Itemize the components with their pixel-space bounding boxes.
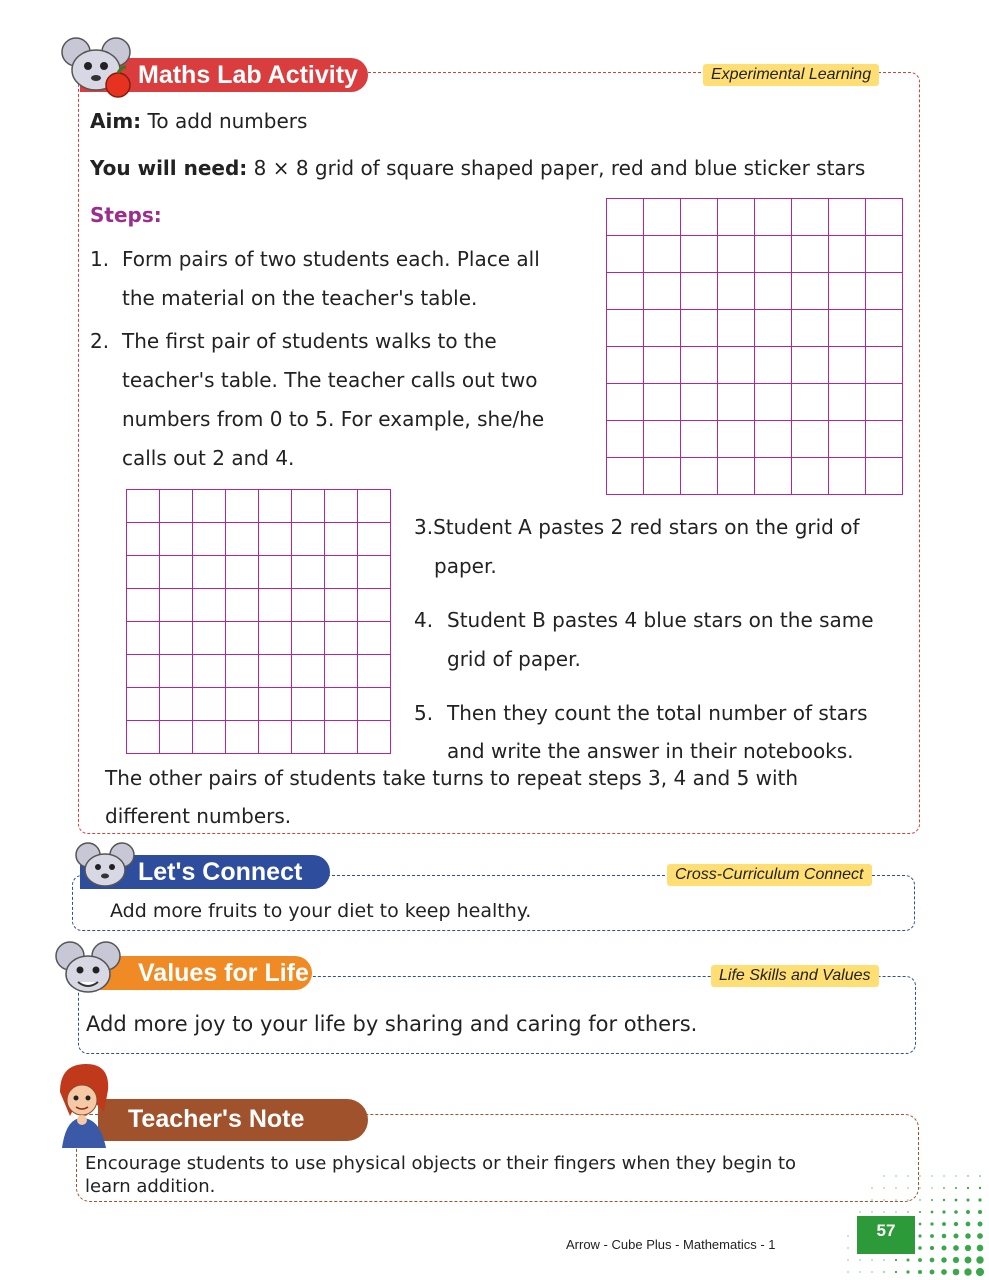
dot: [954, 1222, 958, 1226]
grid-cell: [325, 490, 358, 523]
dot: [977, 1233, 983, 1239]
step3-line-a: 3.Student A pastes 2 red stars on the grid of: [414, 515, 860, 539]
dot: [883, 1271, 884, 1272]
step1-line-a: Form pairs of two students each. Place all: [122, 247, 540, 271]
dot: [976, 1256, 983, 1263]
dot: [931, 1187, 932, 1188]
grid-cell: [127, 655, 160, 688]
grid-cell: [358, 721, 391, 754]
dot: [907, 1187, 908, 1188]
grid-cell: [127, 556, 160, 589]
grid-cell: [866, 384, 903, 421]
steps-label: Steps:: [90, 203, 162, 227]
grid-cell: [358, 523, 391, 556]
teacher-text-b: learn addition.: [85, 1176, 216, 1197]
grid-cell: [358, 589, 391, 622]
grid-cell: [829, 199, 866, 236]
grid-paper-left: [126, 489, 391, 754]
dot: [966, 1198, 969, 1201]
grid-cell: [160, 556, 193, 589]
grid-cell: [358, 556, 391, 589]
grid-cell: [607, 273, 644, 310]
grid-cell: [755, 458, 792, 495]
grid-cell: [607, 236, 644, 273]
grid-cell: [292, 490, 325, 523]
step2-line-a: The first pair of students walks to the: [122, 329, 497, 353]
grid-cell: [681, 236, 718, 273]
dot: [953, 1233, 958, 1238]
dot: [930, 1234, 934, 1238]
grid-cell: [607, 421, 644, 458]
step5-line-b: and write the answer in their notebooks.: [447, 739, 854, 763]
dot: [883, 1187, 884, 1188]
grid-cell: [755, 347, 792, 384]
dot: [895, 1271, 897, 1273]
grid-cell: [866, 421, 903, 458]
step4-num: 4.: [414, 608, 434, 632]
grid-cell: [127, 523, 160, 556]
grid-cell: [607, 384, 644, 421]
grid-cell: [607, 310, 644, 347]
step1-num: 1.: [90, 247, 110, 271]
step5-line-a: Then they count the total number of stars: [447, 701, 868, 725]
grid-cell: [226, 622, 259, 655]
need-label: You will need:: [90, 156, 248, 180]
step3-line-b: paper.: [434, 554, 497, 578]
grid-cell: [718, 384, 755, 421]
teacher-text-a: Encourage students to use physical objects or their fingers when they begin to: [85, 1153, 797, 1174]
grid-cell: [292, 589, 325, 622]
dot: [906, 1270, 909, 1273]
grid-cell: [607, 199, 644, 236]
grid-cell: [829, 310, 866, 347]
grid-cell: [259, 622, 292, 655]
grid-cell: [259, 589, 292, 622]
grid-cell: [160, 721, 193, 754]
grid-cell: [226, 655, 259, 688]
grid-cell: [259, 721, 292, 754]
grid-cell: [755, 273, 792, 310]
grid-cell: [866, 236, 903, 273]
connect-tag: Cross-Curriculum Connect: [667, 864, 872, 886]
grid-cell: [792, 199, 829, 236]
grid-cell: [755, 421, 792, 458]
grid-cell: [681, 421, 718, 458]
dot: [847, 1259, 848, 1260]
grid-cell: [681, 384, 718, 421]
dot: [942, 1210, 945, 1213]
dot: [859, 1211, 860, 1212]
grid-cell: [226, 523, 259, 556]
grid-cell: [718, 347, 755, 384]
dot: [931, 1211, 934, 1214]
footer-book-title: Arrow - Cube Plus - Mathematics - 1: [566, 1237, 776, 1252]
grid-cell: [193, 622, 226, 655]
grid-cell: [792, 384, 829, 421]
dot: [965, 1245, 971, 1251]
values-text: Add more joy to your life by sharing and caring for others.: [86, 1012, 698, 1036]
dot: [883, 1175, 884, 1176]
grid-cell: [193, 523, 226, 556]
dot: [883, 1259, 884, 1260]
grid-cell: [325, 655, 358, 688]
mouse-mascot-icon: [48, 938, 128, 998]
grid-cell: [681, 310, 718, 347]
grid-cell: [792, 458, 829, 495]
grid-cell: [681, 199, 718, 236]
grid-cell: [829, 458, 866, 495]
dot: [955, 1175, 956, 1176]
grid-cell: [792, 273, 829, 310]
dot: [965, 1233, 971, 1239]
aim-text: To add numbers: [147, 109, 308, 133]
dot: [871, 1271, 872, 1272]
grid-cell: [160, 589, 193, 622]
grid-cell: [325, 556, 358, 589]
values-tag: Life Skills and Values: [711, 965, 879, 987]
grid-cell: [792, 236, 829, 273]
dot: [943, 1175, 944, 1176]
grid-cell: [292, 523, 325, 556]
values-title: Values for Life: [80, 956, 312, 990]
grid-cell: [792, 421, 829, 458]
dot: [965, 1257, 972, 1264]
grid-cell: [829, 236, 866, 273]
grid-cell: [718, 273, 755, 310]
dot: [907, 1199, 908, 1200]
dot: [979, 1187, 981, 1189]
grid-cell: [226, 688, 259, 721]
grid-cell: [127, 622, 160, 655]
teacher-title: Teacher's Note: [98, 1099, 368, 1141]
grid-cell: [644, 236, 681, 273]
dot: [942, 1234, 947, 1239]
dot: [919, 1211, 921, 1213]
dot: [978, 1210, 982, 1214]
grid-cell: [325, 589, 358, 622]
grid-cell: [792, 310, 829, 347]
grid-cell: [358, 622, 391, 655]
dot: [941, 1257, 946, 1262]
grid-cell: [358, 688, 391, 721]
grid-cell: [607, 458, 644, 495]
grid-cell: [644, 384, 681, 421]
dot: [919, 1223, 922, 1226]
aim-line: [90, 108, 307, 134]
grid-cell: [193, 721, 226, 754]
dot: [966, 1210, 970, 1214]
grid-cell: [866, 310, 903, 347]
step4-line-b: grid of paper.: [447, 647, 581, 671]
grid-cell: [644, 347, 681, 384]
dot: [871, 1259, 872, 1260]
grid-cell: [226, 721, 259, 754]
dot: [930, 1246, 934, 1250]
step2-num: 2.: [90, 329, 110, 353]
grid-cell: [325, 523, 358, 556]
grid-cell: [718, 421, 755, 458]
grid-cell: [226, 556, 259, 589]
dot: [895, 1259, 897, 1261]
grid-cell: [259, 688, 292, 721]
dot: [943, 1199, 945, 1201]
grid-cell: [681, 458, 718, 495]
grid-cell: [866, 199, 903, 236]
grid-cell: [259, 655, 292, 688]
grid-cell: [325, 721, 358, 754]
dot: [978, 1222, 983, 1227]
dot: [941, 1269, 947, 1275]
grid-cell: [829, 384, 866, 421]
grid-cell: [160, 523, 193, 556]
grid-cell: [193, 688, 226, 721]
dot: [919, 1175, 920, 1176]
dot: [895, 1199, 896, 1200]
grid-cell: [160, 655, 193, 688]
grid-cell: [193, 556, 226, 589]
grid-cell: [160, 622, 193, 655]
dot: [953, 1257, 959, 1263]
dot: [859, 1271, 860, 1272]
grid-cell: [325, 622, 358, 655]
grid-cell: [755, 199, 792, 236]
dot: [967, 1187, 969, 1189]
need-line: [90, 155, 865, 181]
dot: [964, 1268, 971, 1275]
grid-cell: [292, 655, 325, 688]
dot: [918, 1258, 922, 1262]
grid-cell: [644, 310, 681, 347]
grid-cell: [358, 655, 391, 688]
grid-cell: [755, 384, 792, 421]
grid-cell: [160, 490, 193, 523]
grid-cell: [644, 273, 681, 310]
dot: [977, 1245, 984, 1252]
grid-cell: [681, 273, 718, 310]
grid-cell: [292, 622, 325, 655]
step4-line-a: Student B pastes 4 blue stars on the same: [447, 608, 874, 632]
closing-line-b: different numbers.: [105, 804, 292, 828]
dot: [931, 1175, 932, 1176]
grid-cell: [866, 273, 903, 310]
grid-cell: [644, 199, 681, 236]
dot: [895, 1211, 896, 1212]
dot: [954, 1210, 958, 1214]
dot: [883, 1199, 884, 1200]
connect-text: Add more fruits to your diet to keep healthy.: [110, 900, 532, 922]
grid-cell: [718, 310, 755, 347]
dot: [967, 1175, 968, 1176]
dot: [953, 1269, 960, 1276]
grid-paper-right: [606, 198, 903, 495]
grid-cell: [607, 347, 644, 384]
grid-cell: [226, 490, 259, 523]
dot: [930, 1270, 935, 1275]
dot: [941, 1245, 946, 1250]
dot: [895, 1175, 896, 1176]
page-number: 57: [857, 1216, 915, 1254]
connect-title: Let's Connect: [80, 855, 330, 889]
grid-cell: [866, 347, 903, 384]
grid-cell: [259, 556, 292, 589]
dot: [919, 1187, 920, 1188]
dot: [859, 1259, 860, 1260]
grid-cell: [755, 236, 792, 273]
dot: [979, 1175, 981, 1177]
dot: [847, 1235, 848, 1236]
step2-line-b: teacher's table. The teacher calls out two: [122, 368, 538, 392]
grid-cell: [325, 688, 358, 721]
dot: [847, 1247, 848, 1248]
grid-cell: [755, 310, 792, 347]
grid-cell: [644, 421, 681, 458]
step2-line-c: numbers from 0 to 5. For example, she/he: [122, 407, 545, 431]
dot: [942, 1222, 946, 1226]
grid-cell: [226, 589, 259, 622]
grid-cell: [292, 721, 325, 754]
dot: [871, 1187, 872, 1188]
grid-cell: [718, 236, 755, 273]
grid-cell: [292, 688, 325, 721]
dot: [918, 1234, 921, 1237]
aim-label: Aim:: [90, 109, 142, 133]
dot: [871, 1199, 872, 1200]
grid-cell: [292, 556, 325, 589]
dot: [895, 1187, 896, 1188]
dot: [918, 1270, 922, 1274]
dot: [906, 1258, 909, 1261]
grid-cell: [127, 688, 160, 721]
need-text: 8 × 8 grid of square shaped paper, red and blue sticker stars: [253, 156, 866, 180]
dot: [871, 1211, 872, 1212]
dot: [930, 1258, 935, 1263]
step5-num: 5.: [414, 701, 434, 725]
mouse-mascot-icon: [70, 840, 140, 890]
grid-cell: [127, 490, 160, 523]
dot: [978, 1198, 981, 1201]
dot: [930, 1222, 933, 1225]
step2-line-d: calls out 2 and 4.: [122, 446, 295, 470]
dot: [953, 1245, 959, 1251]
mouse-mascot-icon: [46, 30, 146, 100]
dot: [847, 1271, 848, 1272]
grid-cell: [127, 721, 160, 754]
grid-cell: [160, 688, 193, 721]
dot: [966, 1222, 971, 1227]
dot: [883, 1211, 884, 1212]
grid-cell: [358, 490, 391, 523]
lab-tag: Experimental Learning: [703, 64, 879, 86]
dot: [907, 1211, 908, 1212]
grid-cell: [866, 458, 903, 495]
closing-line-a: The other pairs of students take turns to repeat steps 3, 4 and 5 with: [105, 766, 799, 790]
step1-line-b: the material on the teacher's table.: [122, 286, 478, 310]
grid-cell: [829, 421, 866, 458]
grid-cell: [829, 347, 866, 384]
dot: [919, 1199, 920, 1200]
dot: [918, 1246, 922, 1250]
grid-cell: [718, 458, 755, 495]
grid-cell: [193, 655, 226, 688]
teacher-avatar-icon: [52, 1062, 114, 1148]
grid-cell: [127, 589, 160, 622]
grid-cell: [259, 523, 292, 556]
grid-cell: [193, 589, 226, 622]
grid-cell: [792, 347, 829, 384]
grid-cell: [259, 490, 292, 523]
grid-cell: [829, 273, 866, 310]
grid-cell: [718, 199, 755, 236]
grid-cell: [193, 490, 226, 523]
dot: [907, 1175, 908, 1176]
dot: [955, 1187, 957, 1189]
dot: [943, 1187, 945, 1189]
dot: [931, 1199, 933, 1201]
lab-title: Maths Lab Activity: [80, 58, 368, 92]
dot: [955, 1199, 958, 1202]
dot: [976, 1268, 984, 1276]
grid-cell: [644, 458, 681, 495]
grid-cell: [681, 347, 718, 384]
